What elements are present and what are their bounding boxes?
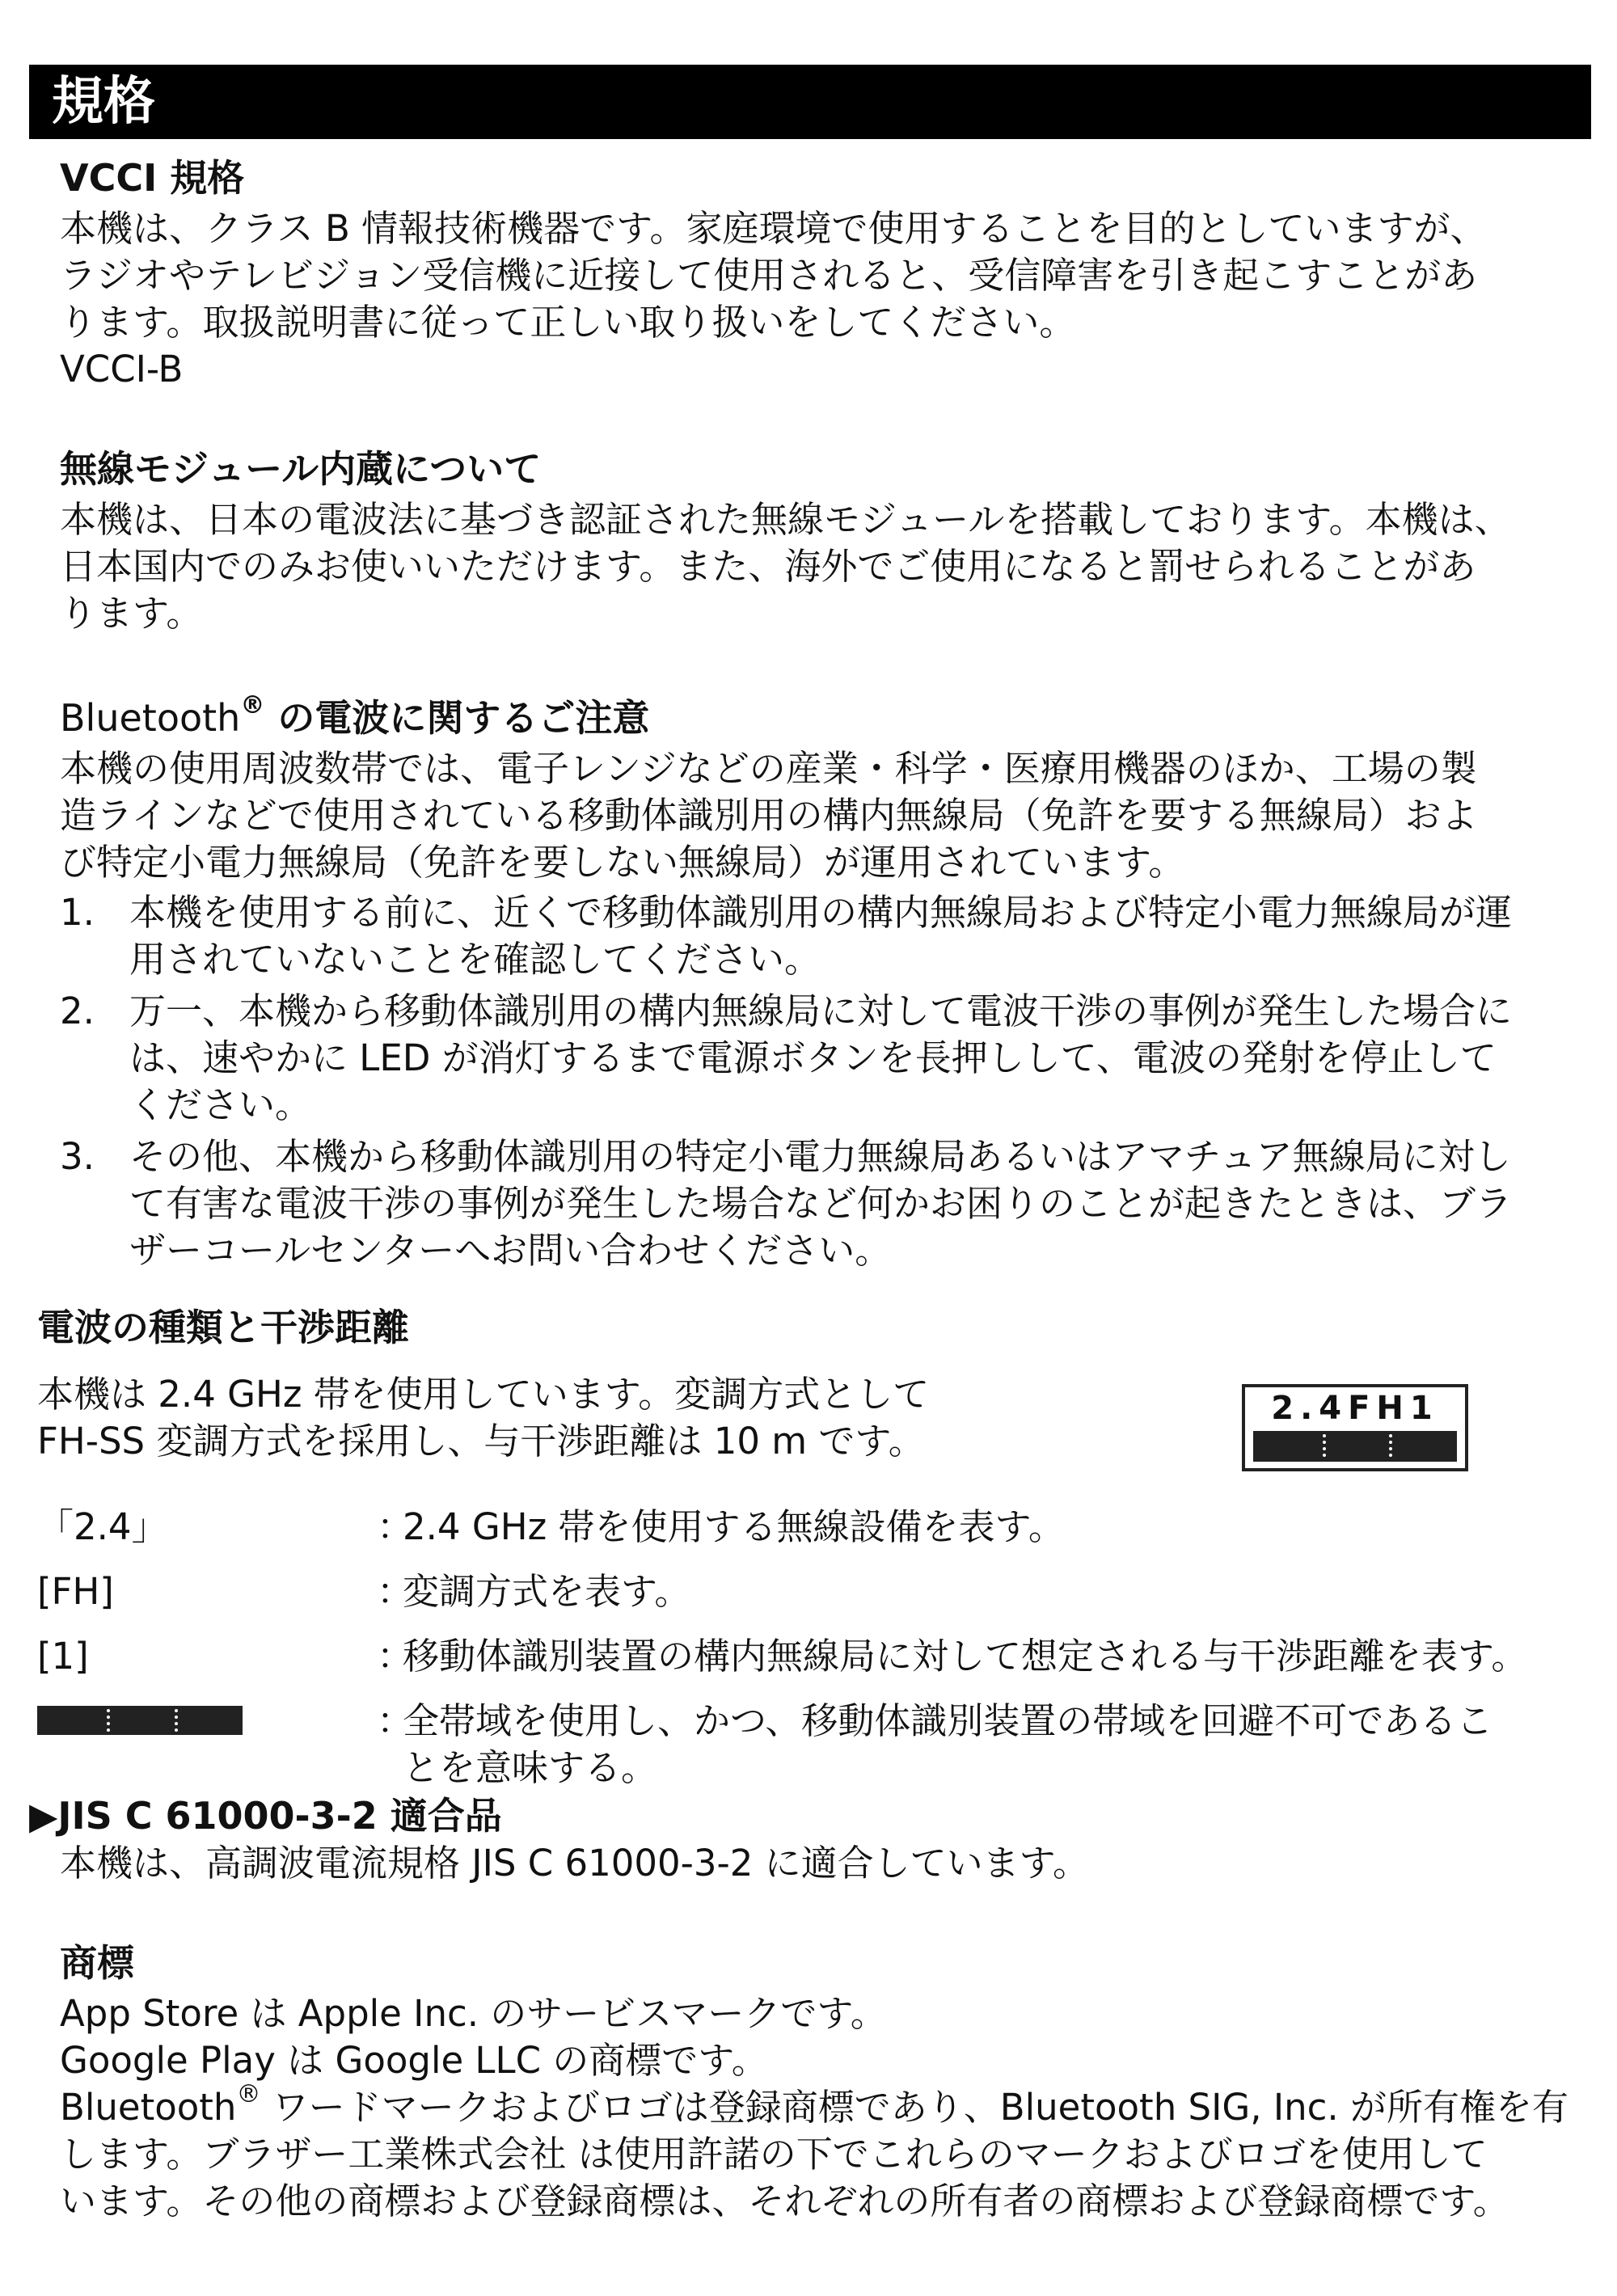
section-header-bar (29, 65, 1591, 139)
trademark-line-3-text: ワードマークおよびロゴは登録商標であり、Bluetooth SIG, Inc. が所有権を有 (260, 2086, 1568, 2129)
trademark-line-2: Google Play は Google LLC の商標です。 (60, 2039, 768, 2082)
vcci-heading: VCCI 規格 (60, 156, 245, 200)
interference-line-2: FH-SS 変調方式を採用し、与干渉距離は 10 m です。 (37, 1420, 925, 1462)
list-item-line: その他、本機から移動体識別用の特定小電力無線局あるいはアマチュア無線局に対し (129, 1135, 1511, 1178)
interference-line-1: 本機は 2.4 GHz 帯を使用しています。変調方式として (37, 1373, 930, 1416)
definition-desc: 2.4 GHz 帯を使用する無線設備を表す。 (403, 1505, 1065, 1548)
definitions-list (37, 1504, 1598, 1809)
bluetooth-notice-section (60, 691, 1596, 886)
vcci-line-2: ラジオやテレビジョン受信機に近接して使用されると、受信障害を引き起こすことがあ (60, 254, 1478, 297)
vcci-section (60, 154, 1596, 393)
trademark-line-3 (60, 2080, 1596, 2131)
bluetooth-word: Bluetooth (60, 2086, 237, 2129)
definition-row (37, 1504, 1598, 1551)
list-item-line: て有害な電波干渉の事例が発生した場合など何かお困りのことが起きたときは、ブラ (129, 1182, 1513, 1225)
wireless-heading: 無線モジュール内蔵について (60, 447, 542, 491)
definition-desc: 全帯域を使用し、かつ、移動体識別装置の帯域を回避不可であるこ (403, 1699, 1493, 1742)
definition-term: [1] (37, 1635, 89, 1678)
vcci-line-3: ります。取扱説明書に従って正しい取り扱いをしてください。 (60, 301, 1076, 344)
list-item-number: 3. (60, 1135, 95, 1178)
bluetooth-notice-line-2: 造ラインなどで使用されている移動体識別用の構内無線局（免許を要する無線局）およ (60, 794, 1478, 837)
band-tick (1389, 1434, 1392, 1457)
band-tick (107, 1709, 110, 1732)
definition-colon: ： (377, 1570, 414, 1613)
wireless-line-2: 日本国内でのみお使いいただけます。また、海外でご使用になると罰せられることがあ (60, 545, 1476, 588)
band-bar-icon (1253, 1431, 1457, 1462)
definition-desc: とを意味する。 (403, 1746, 658, 1789)
list-item-line: は、速やかに LED が消灯するまで電源ボタンを長押しして、電波の発射を停止して (129, 1036, 1497, 1079)
list-item (60, 988, 1596, 1129)
definition-colon: ： (377, 1505, 414, 1548)
wireless-section (60, 445, 1596, 637)
list-item-line: ザーコールセンターへお問い合わせください。 (129, 1229, 892, 1272)
band-tick (175, 1709, 178, 1732)
bluetooth-notice-heading-text: の電波に関するご注意 (264, 696, 650, 740)
trademark-line-1: App Store は Apple Inc. のサービスマークです。 (60, 1992, 887, 2035)
trademarks-section (60, 1939, 1596, 2225)
bluetooth-word: Bluetooth (60, 696, 241, 740)
jis-heading: ▶JIS C 61000-3-2 適合品 (29, 1794, 502, 1838)
band-tick (1323, 1434, 1326, 1457)
jis-line: 本機は、高調波電流規格 JIS C 61000-3-2 に適合しています。 (60, 1842, 1090, 1884)
bluetooth-notice-list (60, 889, 1596, 1279)
list-item-line: 本機を使用する前に、近くで移動体識別用の構内無線局および特定小電力無線局が運 (129, 891, 1513, 934)
trademark-line-4: します。ブラザー工業株式会社 は使用許諾の下でこれらのマークおよびロゴを使用して (60, 2133, 1488, 2176)
vcci-line-1: 本機は、クラス B 情報技術機器です。家庭環境で使用することを目的としていますが、 (60, 207, 1487, 250)
definition-row (37, 1633, 1598, 1680)
radio-label-mark (1242, 1384, 1468, 1471)
list-item-line: 用されていないことを確認してください。 (129, 938, 821, 981)
definition-term-band (37, 1698, 243, 1746)
definition-row (37, 1568, 1598, 1615)
list-item-line: ください。 (129, 1083, 312, 1126)
list-item (60, 1133, 1596, 1274)
bluetooth-notice-line-3: び特定小電力無線局（免許を要しない無線局）が運用されています。 (60, 841, 1185, 884)
trademarks-heading: 商標 (60, 1941, 134, 1985)
interference-heading: 電波の種類と干渉距離 (37, 1306, 409, 1349)
wireless-line-3: ります。 (60, 592, 203, 635)
list-item-number: 2. (60, 990, 95, 1032)
list-item-line: 万一、本機から移動体識別用の構内無線局に対して電波干渉の事例が発生した場合に (129, 990, 1513, 1032)
definition-desc: 変調方式を表す。 (403, 1570, 691, 1613)
definition-term: [FH] (37, 1570, 114, 1613)
section-title: 規格 (52, 72, 155, 132)
definition-colon: ： (377, 1635, 414, 1678)
radio-label-code: 2.4FH1 (1271, 1390, 1439, 1427)
list-item-number: 1. (60, 891, 95, 934)
definition-term: 「2.4」 (37, 1505, 168, 1548)
definition-colon: ： (377, 1699, 414, 1742)
trademark-line-5: います。その他の商標および登録商標は、それぞれの所有者の商標および登録商標です。 (60, 2180, 1509, 2222)
band-bar-icon (37, 1706, 243, 1735)
list-item (60, 889, 1596, 983)
definition-row (37, 1698, 1598, 1792)
definition-desc: 移動体識別装置の構内無線局に対して想定される与干渉距離を表す。 (403, 1635, 1528, 1678)
bluetooth-notice-line-1: 本機の使用周波数帯では、電子レンジなどの産業・科学・医療用機器のほか、工場の製 (60, 747, 1477, 790)
wireless-line-1: 本機は、日本の電波法に基づき認証された無線モジュールを搭載しております。本機は、 (60, 498, 1511, 541)
bluetooth-notice-heading (60, 691, 1596, 742)
registered-mark: ® (240, 691, 265, 720)
vcci-line-4: VCCI-B (60, 348, 184, 390)
jis-section (29, 1792, 1565, 1887)
registered-mark: ® (236, 2080, 261, 2108)
